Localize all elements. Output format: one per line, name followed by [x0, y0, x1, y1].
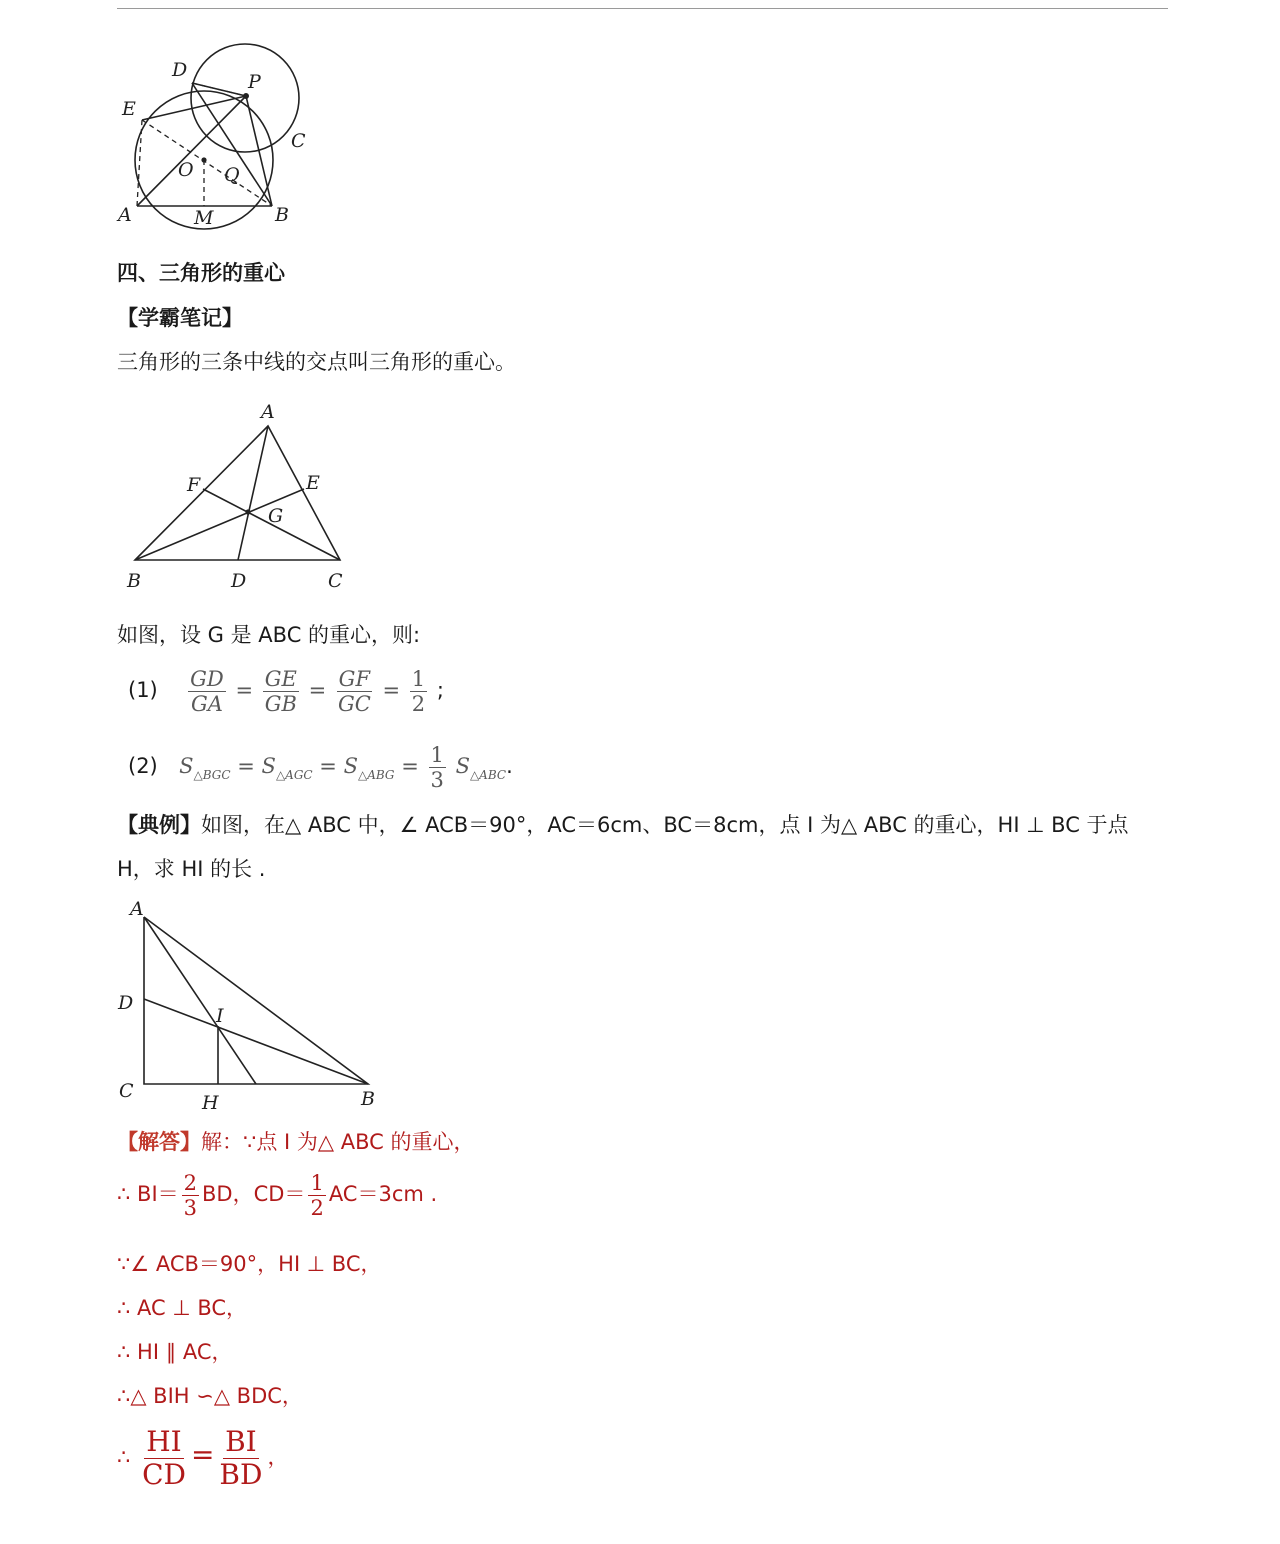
fraction-ge-gb: $\frac{GE}{GB}$: [264, 666, 297, 716]
label-C: C: [328, 570, 343, 592]
label-M: M: [194, 207, 214, 229]
label-H: H: [202, 1092, 219, 1114]
label-B: B: [275, 204, 289, 226]
label-O: O: [178, 159, 194, 181]
example-line-2: H，求 HI 的长 .: [117, 857, 266, 881]
intro-text: 如图，设 G 是 ABC 的重心，则:: [117, 623, 421, 647]
label-C: C: [119, 1080, 134, 1102]
property-1-number: (1): [128, 678, 158, 702]
figure-right-triangle: [110, 895, 390, 1120]
solution-line-5: ∴ HI ∥ AC，: [117, 1340, 233, 1364]
property-2: (2) $S_{\triangle BGC} = S_{\triangle AGC} = S_{\triangle ABG}$ = $\frac{1}{3}$ $S_{\triangle ABC}$.: [128, 742, 513, 792]
example-line-1: 【典例】如图，在△ ABC 中，∠ ACB＝90°，AC＝6cm、BC＝8cm，点 I 为△ ABC 的重心，HI ⊥ BC 于点: [117, 813, 1129, 837]
solution-line-3: ∵∠ ACB＝90°，HI ⊥ BC，: [117, 1252, 382, 1276]
label-E: E: [122, 98, 136, 120]
label-I: I: [216, 1005, 224, 1027]
label-Q: Q: [224, 164, 240, 186]
solution-line-2: ∴ BI＝ $\frac{2}{3}$ BD，CD＝ $\frac{1}{2}$ AC＝3cm .: [117, 1170, 438, 1220]
fraction-one-half: $\frac{1}{2}$: [411, 666, 426, 716]
label-A: A: [130, 898, 144, 920]
solution-tag: 【解答】: [117, 1130, 201, 1154]
fraction-gf-gc: $\frac{GF}{GC}$: [337, 666, 371, 716]
solution-line-6: ∴△ BIH ∽△ BDC，: [117, 1384, 303, 1408]
note-header: 【学霸笔记】: [117, 306, 243, 330]
label-D: D: [118, 992, 134, 1014]
label-D: D: [172, 59, 188, 81]
property-2-number: (2): [128, 754, 158, 778]
label-C: C: [291, 130, 306, 152]
fraction-gd-ga: $\frac{GD}{GA}$: [190, 666, 224, 716]
label-B: B: [361, 1088, 375, 1110]
label-A: A: [118, 204, 132, 226]
label-F: F: [187, 474, 201, 496]
label-A: A: [261, 401, 275, 423]
label-D: D: [231, 570, 247, 592]
label-B: B: [127, 570, 141, 592]
label-P: P: [248, 71, 261, 93]
solution-line-4: ∴ AC ⊥ BC，: [117, 1296, 248, 1320]
label-G: G: [268, 505, 284, 527]
top-divider: [117, 8, 1168, 9]
figure-centroid-triangle: [120, 398, 360, 593]
solution-line-7: ∴ $\frac{HI}{CD}$ = $\frac{BI}{BD}$ ，: [117, 1424, 289, 1491]
solution-line-1: 【解答】解：∵点 I 为△ ABC 的重心，: [117, 1130, 475, 1154]
label-E: E: [306, 472, 320, 494]
property-1: (1) $\frac{GD}{GA}$ = $\frac{GE}{GB}$ = $\frac{GF}{GC}$ = $\frac{1}{2}$ ;: [128, 666, 444, 716]
fraction-one-third: $\frac{1}{3}$: [430, 742, 444, 792]
note-text: 三角形的三条中线的交点叫三角形的重心。: [117, 350, 516, 374]
figure-circle-construction: [110, 36, 310, 251]
example-tag: 【典例】: [117, 813, 201, 837]
section-title: 四、三角形的重心: [117, 261, 285, 285]
